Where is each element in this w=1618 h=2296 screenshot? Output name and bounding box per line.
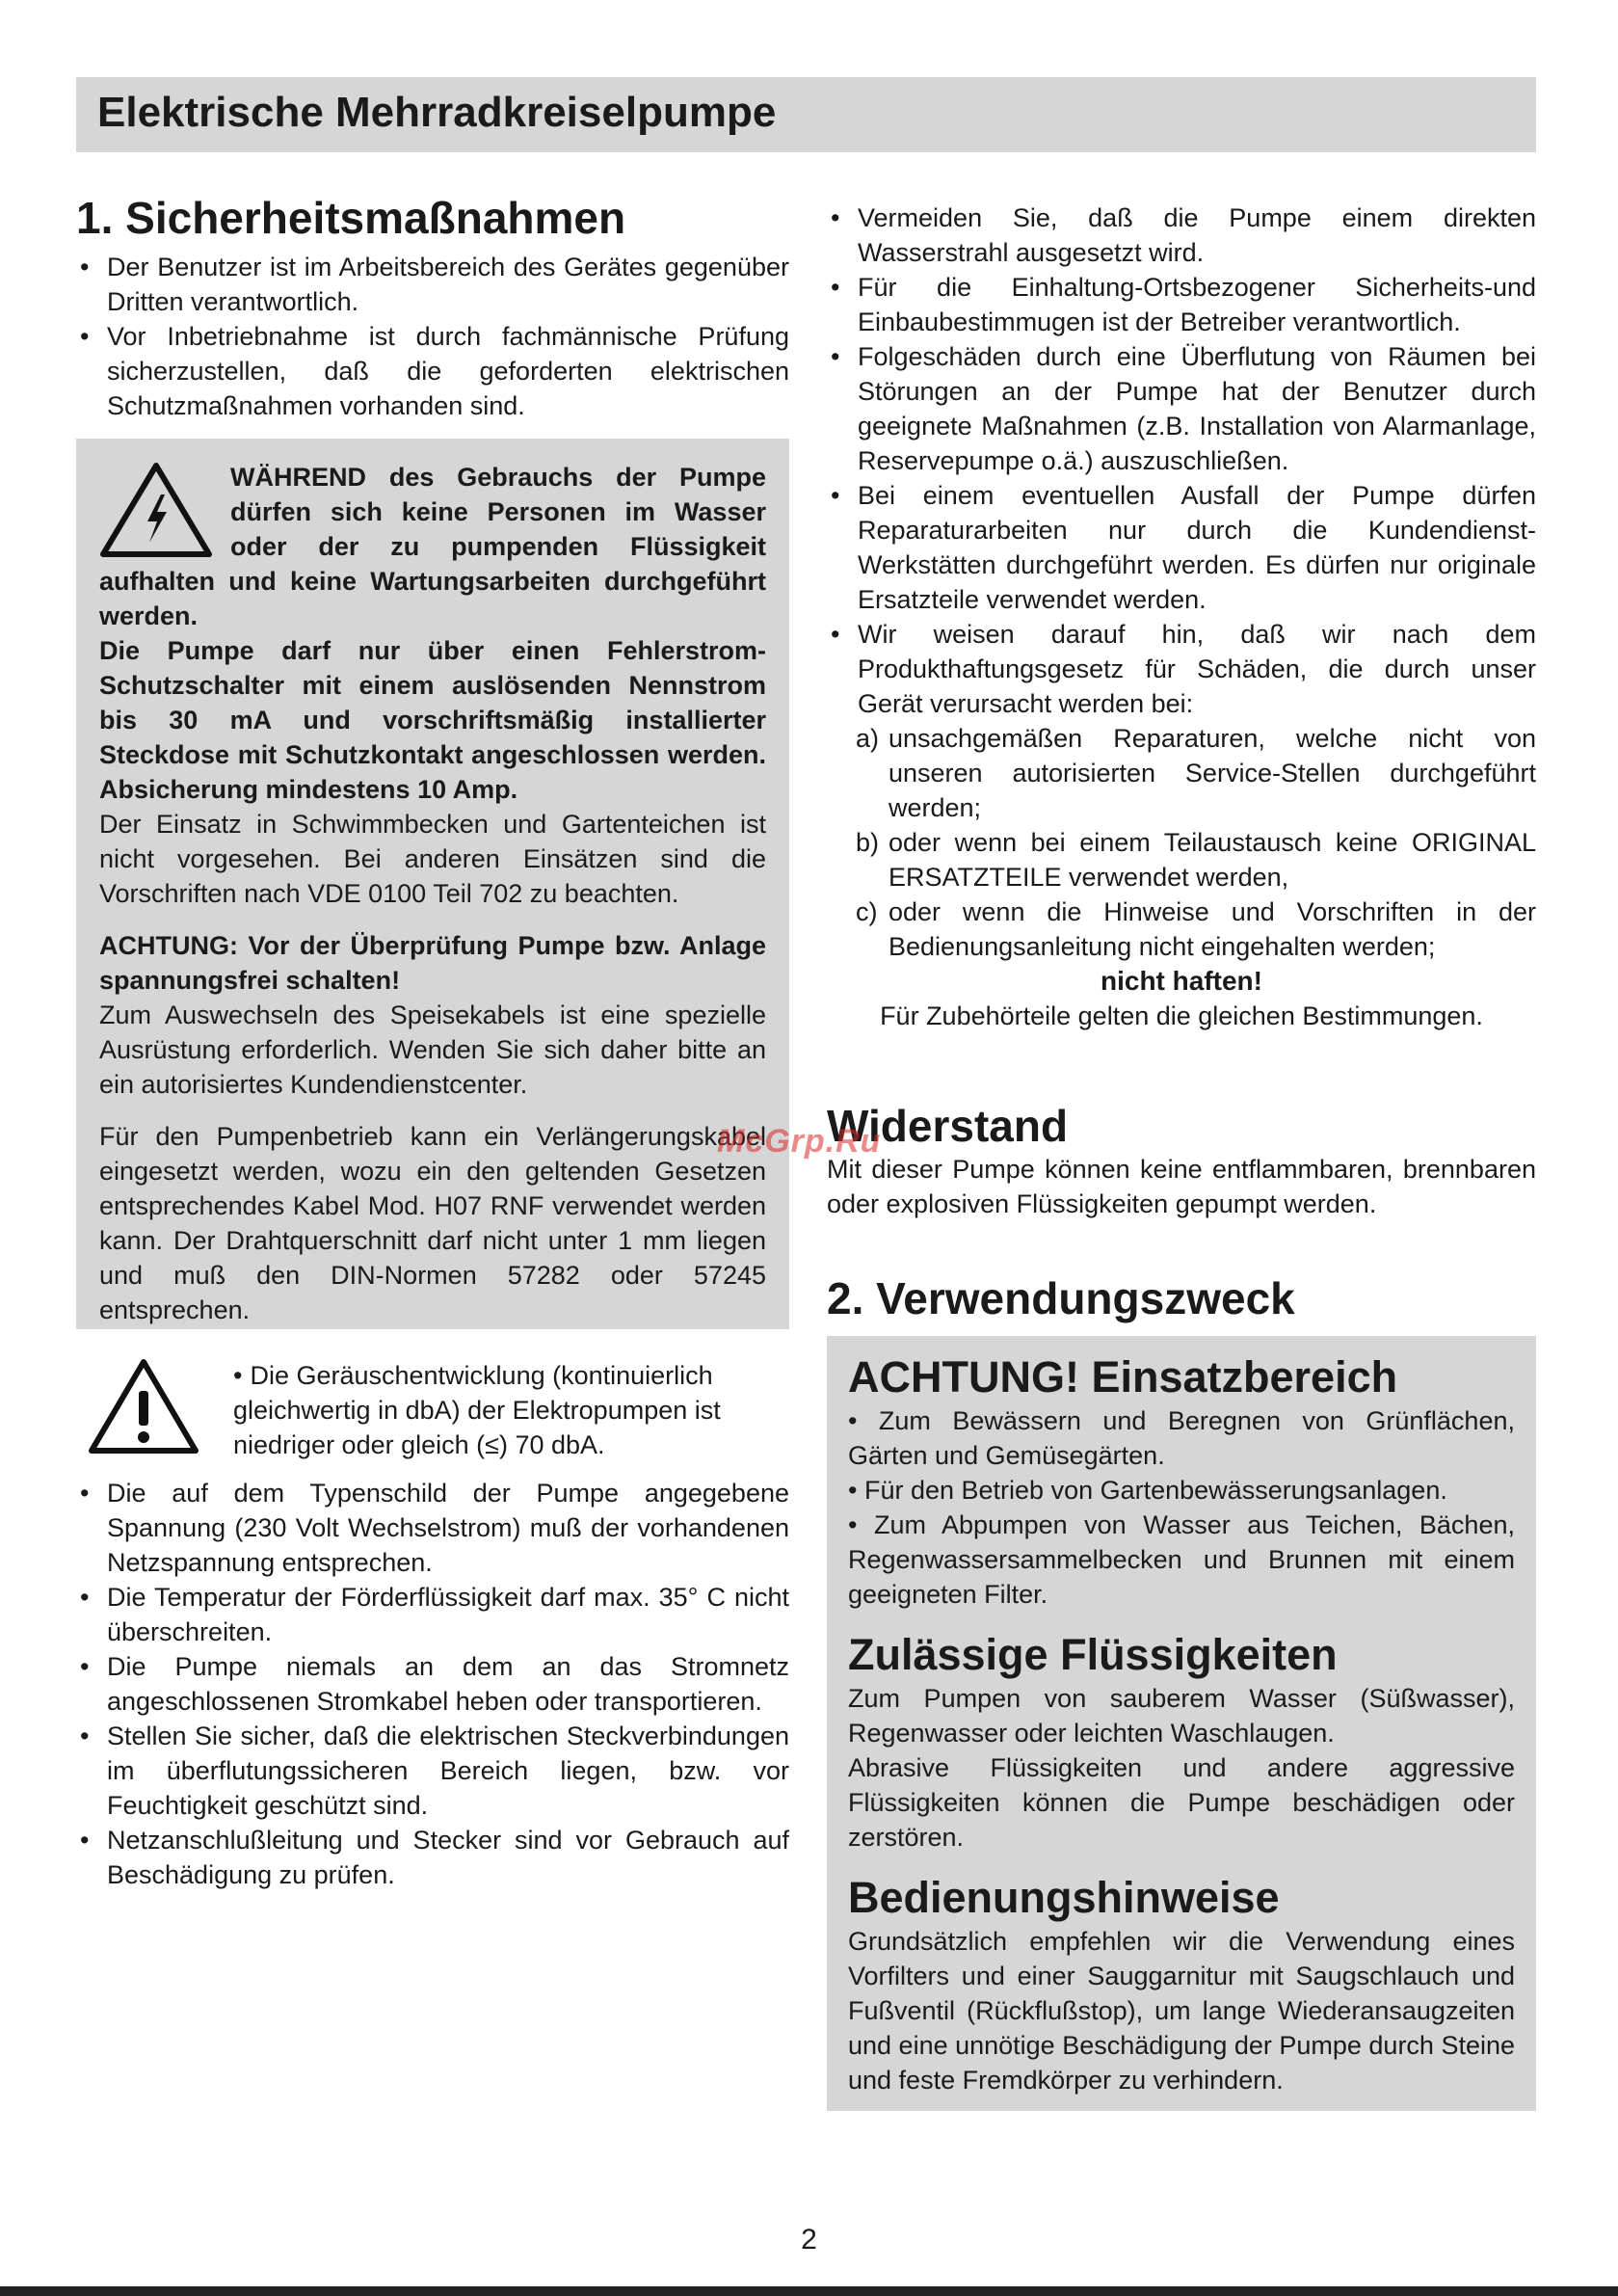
warning-rcd-text: Die Pumpe darf nur über einen Fehlerstrom-Schutzschalter mit einem auslösenden Nennstrom bis 30 mA und vorschriftsmäßig installierter Steckdose mit Schutzkontakt angeschlossen werden. Absicherung mindestens 10 Amp. (99, 635, 766, 804)
safety-list-bottom (76, 1476, 789, 1892)
widerstand-text: Mit dieser Pumpe können keine entflammbaren, brennbaren oder explosiven Flüssigkeiten gepumpt werden. (827, 1154, 1536, 1218)
warning-persons-text: WÄHREND des Gebrauchs der Pumpe dürfen sich keine Personen im Wasser oder der zu pumpenden Flüssigkeit aufhalten und keine Wartungsarbeiten durchgeführt werden. (99, 462, 766, 630)
list-item: • Für den Betrieb von Gartenbewässerungsanlagen. (848, 1475, 1447, 1505)
nicht-haften-text: nicht haften! (1101, 966, 1262, 996)
fluids-title: Zulässige Flüssigkeiten (848, 1629, 1338, 1679)
section-2-title: 2. Verwendungszweck (827, 1272, 1295, 1323)
usage-box (827, 1336, 1536, 2111)
list-item: • Zum Bewässern und Beregnen von Grünflächen, Gärten und Gemüsegärten. (848, 1405, 1515, 1470)
list-item: • Für die Einhaltung-Ortsbezogener Sicherheits-und Einbaubestimmugen ist der Betreiber verantwortlich. (827, 270, 1536, 339)
list-item: • Die auf dem Typenschild der Pumpe angegebene Spannung (230 Volt Wechselstrom) muß der vorhandenen Netzspannung entsprechen. (76, 1476, 789, 1580)
achtung-disconnect-text: ACHTUNG: Vor der Überprüfung Pumpe bzw. Anlage spannungsfrei schalten! (99, 930, 766, 995)
cable-replacement-text: Zum Auswechseln des Speisekabels ist eine spezielle Ausrüstung erforderlich. Wenden Sie sich daher bitte an ein autorisiertes Kundendienstcenter. (99, 1000, 766, 1099)
list-item: b) oder wenn bei einem Teilaustausch keine ORIGINAL ERSATZTEILE verwendet werden, (856, 828, 1536, 892)
list-item: • Die Temperatur der Förderflüssigkeit darf max. 35° C nicht überschreiten. (76, 1580, 789, 1649)
list-item: • Zum Abpumpen von Wasser aus Teichen, Bächen, Regenwassersammelbecken und Brunnen mit einem geeigneten Filter. (848, 1509, 1515, 1609)
safety-list-top (76, 250, 789, 423)
extension-cable-text: Für den Pumpenbetrieb kann ein Verlängerungskabel eingesetzt werden, wozu ein den geltenden Gesetzen entsprechendes Kabel Mod. H07 RNF verwendet werden kann. Der Drahtquerschnitt darf nicht unter 1 mm liegen und muß den DIN-Normen 57282 oder 57245 entsprechen. (99, 1121, 766, 1324)
right-column (827, 200, 1536, 2111)
liability-sublist (827, 721, 1536, 964)
widerstand-title: Widerstand (827, 1101, 1069, 1151)
watermark: McGrp.Ru (717, 1123, 882, 1160)
list-item: a) unsachgemäßen Reparaturen, welche nicht von unseren autorisierten Service-Stellen durchgeführt werden; (856, 724, 1536, 822)
fluids-text-2: Abrasive Flüssigkeiten und andere aggressive Flüssigkeiten können die Pumpe beschädigen oder zerstören. (848, 1752, 1515, 1852)
zubehoer-text: Für Zubehörteile gelten die gleichen Bestimmungen. (880, 1001, 1483, 1030)
operation-title: Bedienungshinweise (848, 1872, 1280, 1922)
page-title: Elektrische Mehrradkreiselpumpe (97, 89, 777, 136)
noise-text: Die Geräuschentwicklung (kontinuierlich gleichwertig in dbA) der Elektropumpen ist niedriger oder gleich (≤) 70 dbA. (233, 1360, 721, 1459)
list-item: • Die Pumpe niemals an dem an das Stromnetz angeschlossenen Stromkabel heben oder transportieren. (76, 1649, 789, 1719)
header-band (76, 77, 1536, 152)
pool-usage-text: Der Einsatz in Schwimmbecken und Gartenteichen ist nicht vorgesehen. Bei anderen Einsätzen sind die Vorschriften nach VDE 0100 Teil 702 zu beachten. (99, 809, 766, 908)
left-column (76, 193, 789, 1892)
list-item: • Folgeschäden durch eine Überflutung von Räumen bei Störungen an der Pumpe hat der Benutzer durch geeignete Maßnahmen (z.B. Installation von Alarmanlage, Reservepumpe o.ä.) auszuschließen. (827, 339, 1536, 478)
page-number: 2 (801, 2224, 817, 2256)
noise-notice: • Die Geräuschentwicklung (kontinuierlich gleichwertig in dbA) der Elektropumpen ist niedriger oder gleich (≤) 70 dbA. (76, 1358, 789, 1474)
list-item: • Stellen Sie sicher, daß die elektrischen Steckverbindungen im überflutungssicheren Bereich liegen, bzw. vor Feuchtigkeit geschützt sind. (76, 1719, 789, 1823)
operation-text: Grundsätzlich empfehlen wir die Verwendung eines Vorfilters und einer Sauggarnitur mit Saugschlauch und Fußventil (Rückflußstop), um lange Wiederansaugzeiten und eine unnötige Beschädigung der Pumpe durch Steine und feste Fremdkörper zu verhindern. (848, 1926, 1516, 2095)
list-item: • Wir weisen darauf hin, daß wir nach dem Produkthaftungsgesetz für Schäden, die durch unser Gerät verursacht werden bei: (827, 617, 1536, 721)
warning-box (76, 439, 789, 1329)
caution-icon (88, 1358, 199, 1455)
list-item: • Netzanschlußleitung und Stecker sind vor Gebrauch auf Beschädigung zu prüfen. (76, 1823, 789, 1892)
list-item: • Vor Inbetriebnahme ist durch fachmännische Prüfung sicherzustellen, daß die geforderten elektrischen Schutzmaßnahmen vorhanden sind. (76, 319, 789, 423)
safety-list-right (827, 200, 1536, 721)
bottom-rule (0, 2286, 1618, 2296)
list-item: • Bei einem eventuellen Ausfall der Pumpe dürfen Reparaturarbeiten nur durch die Kundendienst-Werkstätten durchgeführt werden. Es dürfen nur originale Ersatzteile verwendet werden. (827, 478, 1536, 617)
list-item: c) oder wenn die Hinweise und Vorschriften in der Bedienungsanleitung nicht eingehalten werden; (856, 897, 1536, 961)
electric-hazard-icon (99, 462, 213, 558)
list-item: • Der Benutzer ist im Arbeitsbereich des Gerätes gegenüber Dritten verantwortlich. (76, 250, 789, 319)
section-1-title: 1. Sicherheitsmaßnahmen (76, 193, 626, 243)
achtung-einsatzbereich-title: ACHTUNG! Einsatzbereich (848, 1351, 1398, 1402)
fluids-text-1: Zum Pumpen von sauberem Wasser (Süßwasser), Regenwasser oder leichten Waschlaugen. (848, 1683, 1515, 1748)
list-item: • Vermeiden Sie, daß die Pumpe einem direkten Wasserstrahl ausgesetzt wird. (827, 200, 1536, 270)
